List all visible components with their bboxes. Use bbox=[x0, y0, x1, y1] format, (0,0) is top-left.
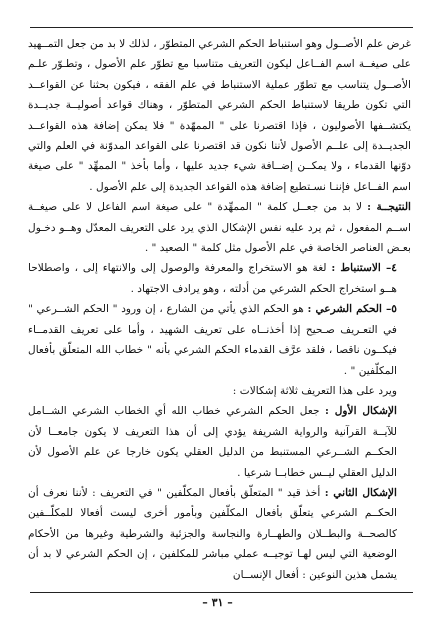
paragraph-intro: غرض علم الأصــول وهو استنباط الحكم الشرعي المتطوّر ، لذلك لا بد من جعل التمــهيد على صيغــة اسم الفــاعل ليكون التعريف متناسبا مع تطوّر علم الأصول ، وتطـوّر علـم الأصــول يتناسب مع تطوّر عملية الاستنباط في علم الفقه ، فيكون بحثنا عن القواعــد التي تكون طريقا لاستنباط الحكم الشرعي المتطوّر ، وهناك قواعد أصوليــة جديــدة يكتشــفها الأصوليون ، فإذا اقتصرنا على " الممهّدة " فلا يمكن إضافة هذه القواعــد الجديــدة إلى علــم الأصول لأننا نكون قد اقتصرنا على القواعد المدوّنة في العلم والتي دوّنها القدماء ، ولا يمكــن إضــافة شيء جديد عليها ، وأما بأخذ " الممهِّد " على صيغة اسم الفــاعل فإننـا نسـتطيع إضافة هذه القواعد الجديدة إلى علم الأصول . bbox=[28, 38, 412, 193]
top-rule bbox=[30, 27, 413, 28]
istinbat-heading: ٤– الاستنباط : bbox=[331, 262, 397, 275]
paragraph-result: النتيجــة : لا بد من جعــل كلمة " الممهِّدة " على صيغة اسم الفاعل لا على صيغــة اســم المفعول ، ثم يرد عليه نفس الإشكال الذي يرد على التعريف المعدّل وهــو دخـول بعـض العناصر الخاصة في علم الأصول مثل كلمة " الصعيد " . bbox=[28, 201, 412, 255]
result-heading: النتيجــة : bbox=[367, 201, 412, 214]
paragraph-istinbat: ٤– الاستنباط : لغة هو الاستخراج والمعرفة والوصول إلى والانتهاء إلى ، واصطلاحا هــو استخراج الحكم الشرعي من أدلته ، وهو يرادف الاجتهاد . bbox=[28, 262, 397, 295]
paragraph-objection-2: الإشكال الثاني : أخذ قيد " المتعلّق بأفعال المكلّفين " في التعريف : لأننا نعرف أن الحكــم الشرعي يتعلّق بأفعال المكلّفين وبأمور أخرى ليست أفعالا للمكلّــفين كالصحــة والبطــلان والطهــارة والنجاسة والجزئية والشرطية وغيرها من الأحكام الوضعية التي ليس لهـا توجيــه عملي مباشر للمكلفين ، إن الحكم الشرعي لا بد أن يشمل هذين النوعين : أفعال الإنســان bbox=[28, 486, 397, 581]
objection-1-heading: الإشكال الأول : bbox=[325, 405, 397, 418]
objection-2-heading: الإشكال الثاني : bbox=[324, 486, 397, 499]
body-text bbox=[28, 34, 411, 585]
hukm-heading: ٥– الحكم الشرعي : bbox=[307, 303, 397, 316]
paragraph-hukm: ٥– الحكم الشرعي : هو الحكم الذي يأتي من الشارع ، إن ورود " الحكم الشــرعي " في التعـريف صـحيح إذا أخذنــاه على تعريف الشهيد ، وأما على تعريف القدمــاء فيكــون ناقصا ، فلقد عرَّف القدماء الحكم الشرعي بأنه " خطاب الله المتعلّق بأفعال المكلّفين " . bbox=[28, 303, 397, 377]
page-number: – ٣١ – bbox=[202, 596, 233, 609]
paragraph-objections-intro: ويرد على هذا التعريف ثلاثة إشكالات : bbox=[232, 384, 397, 397]
paragraph-objection-1: الإشكال الأول : جعل الحكم الشرعي خطاب الله أي الخطاب الشرعي الشــامل للآيــة القرآنية والرواية الشريفة يؤدي إلى أن هذا التعريف لا يكون جامعــا لأن الحكــم الشــرعي المستنبط من الدليل العقلي يكون خارجا عن علم الأصول لأن الدليل العقلي ليــس خطابــا شرعيا . bbox=[28, 405, 397, 479]
bottom-rule bbox=[30, 592, 413, 593]
